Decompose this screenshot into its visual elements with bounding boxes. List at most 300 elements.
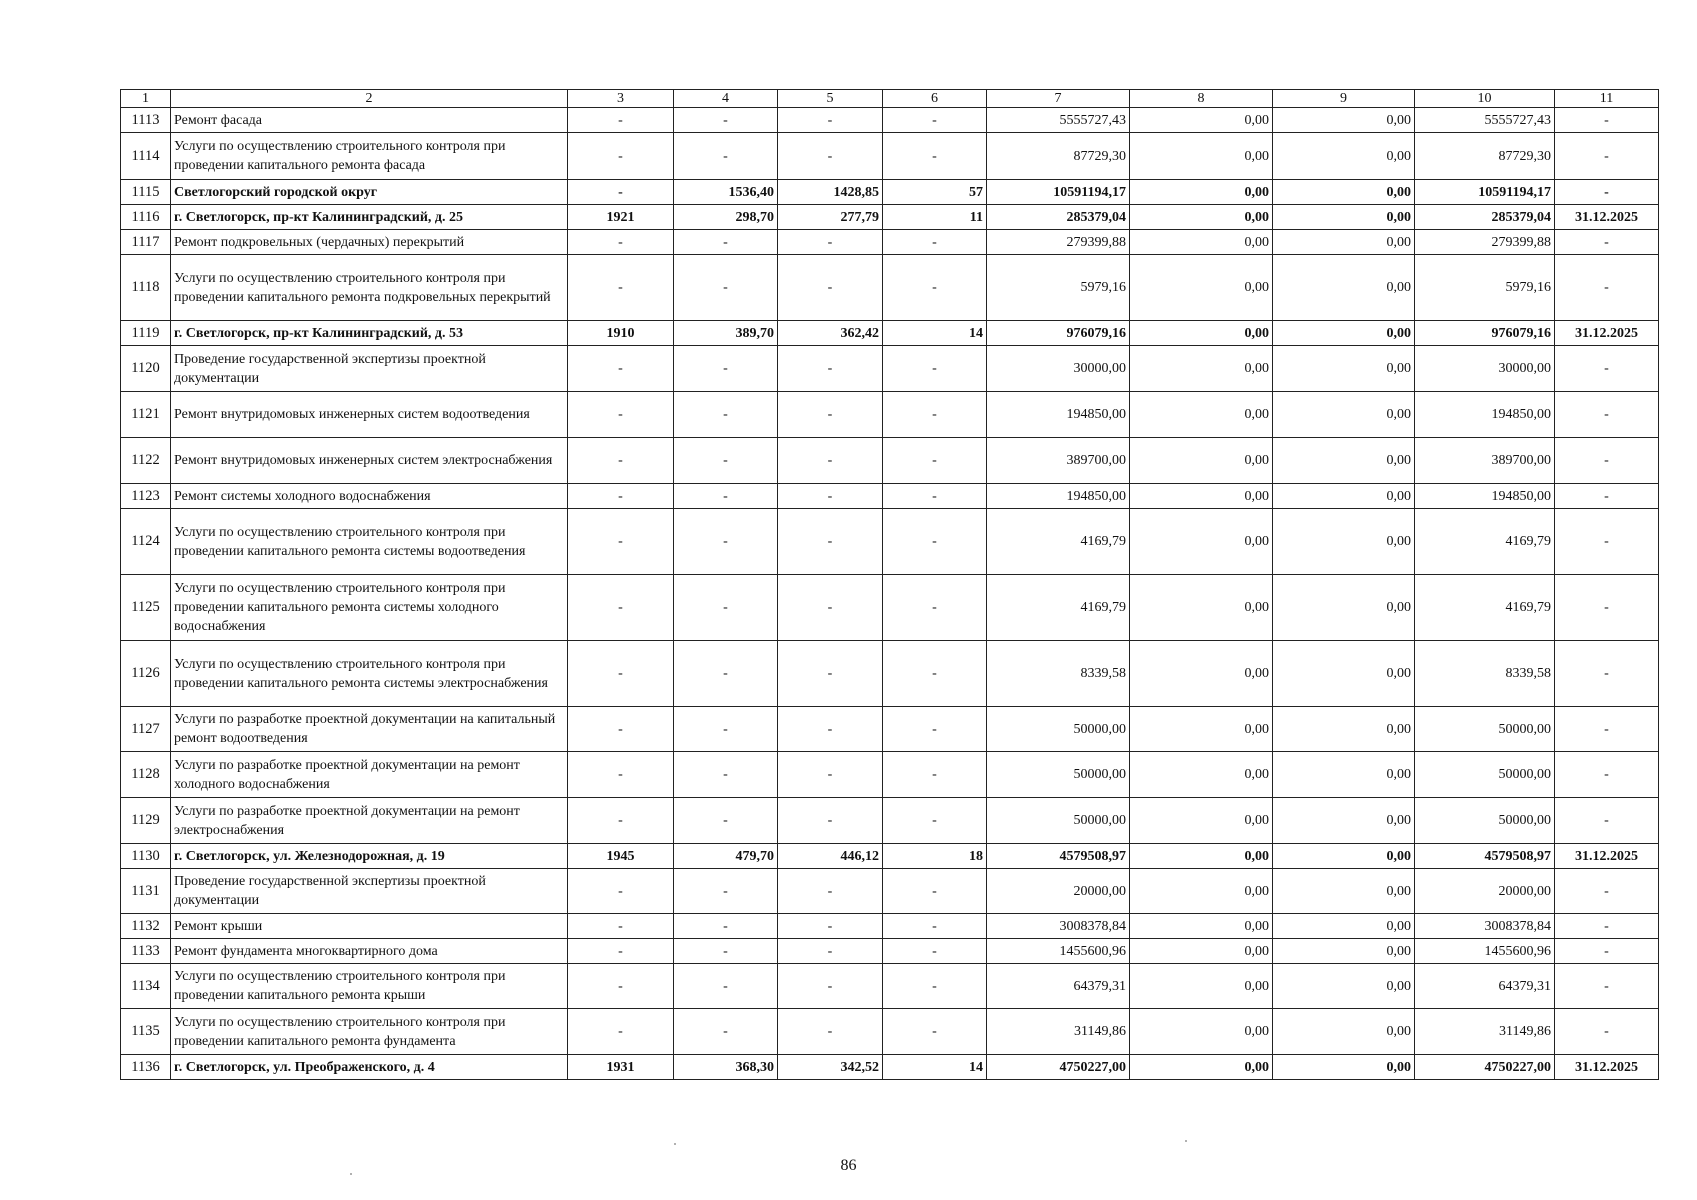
- total-cost-cell: 1455600,96: [987, 939, 1130, 964]
- residents-cell: -: [883, 914, 987, 939]
- col9-cost-cell: 0,00: [1273, 752, 1415, 798]
- area-cell: 1536,40: [674, 180, 778, 205]
- col10-cost-cell: 20000,00: [1415, 869, 1555, 914]
- area-cell: -: [674, 509, 778, 575]
- year-cell: -: [568, 509, 674, 575]
- col9-cost-cell: 0,00: [1273, 939, 1415, 964]
- area-cell: -: [674, 798, 778, 844]
- living-area-cell: -: [778, 914, 883, 939]
- col8-cost-cell: 0,00: [1130, 205, 1273, 230]
- capital-repair-table: [120, 89, 1659, 1080]
- year-cell: -: [568, 133, 674, 180]
- deadline-cell: 31.12.2025: [1555, 1055, 1659, 1080]
- item-description: Светлогорский городской округ: [171, 180, 568, 205]
- deadline-cell: -: [1555, 133, 1659, 180]
- item-description: Услуги по осуществлению строительного контроля при проведении капитального ремонта подкровельных перекрытий: [171, 255, 568, 321]
- residents-cell: -: [883, 108, 987, 133]
- living-area-cell: -: [778, 798, 883, 844]
- table-row: [121, 438, 1659, 484]
- item-description: Проведение государственной экспертизы проектной документации: [171, 346, 568, 392]
- living-area-cell: -: [778, 108, 883, 133]
- total-cost-cell: 50000,00: [987, 798, 1130, 844]
- year-cell: -: [568, 707, 674, 752]
- total-cost-cell: 5555727,43: [987, 108, 1130, 133]
- col10-cost-cell: 64379,31: [1415, 964, 1555, 1009]
- row-index: 1113: [121, 108, 171, 133]
- col10-cost-cell: 31149,86: [1415, 1009, 1555, 1055]
- row-index: 1131: [121, 869, 171, 914]
- area-cell: -: [674, 939, 778, 964]
- total-cost-cell: 50000,00: [987, 752, 1130, 798]
- row-index: 1129: [121, 798, 171, 844]
- item-description: Ремонт внутридомовых инженерных систем водоотведения: [171, 392, 568, 438]
- living-area-cell: -: [778, 346, 883, 392]
- residents-cell: -: [883, 484, 987, 509]
- year-cell: -: [568, 180, 674, 205]
- col10-cost-cell: 5979,16: [1415, 255, 1555, 321]
- col8-cost-cell: 0,00: [1130, 484, 1273, 509]
- total-cost-cell: 194850,00: [987, 484, 1130, 509]
- col8-cost-cell: 0,00: [1130, 438, 1273, 484]
- total-cost-cell: 8339,58: [987, 641, 1130, 707]
- item-description: Услуги по осуществлению строительного контроля при проведении капитального ремонта системы холодного водоснабжения: [171, 575, 568, 641]
- year-cell: -: [568, 752, 674, 798]
- row-index: 1120: [121, 346, 171, 392]
- deadline-cell: -: [1555, 255, 1659, 321]
- total-cost-cell: 279399,88: [987, 230, 1130, 255]
- residents-cell: -: [883, 752, 987, 798]
- item-description: г. Светлогорск, пр-кт Калининградский, д. 53: [171, 321, 568, 346]
- row-index: 1122: [121, 438, 171, 484]
- area-cell: -: [674, 575, 778, 641]
- deadline-cell: -: [1555, 707, 1659, 752]
- row-index: 1133: [121, 939, 171, 964]
- area-cell: -: [674, 392, 778, 438]
- living-area-cell: -: [778, 1009, 883, 1055]
- living-area-cell: -: [778, 964, 883, 1009]
- area-cell: -: [674, 255, 778, 321]
- col8-cost-cell: 0,00: [1130, 964, 1273, 1009]
- col9-cost-cell: 0,00: [1273, 1055, 1415, 1080]
- col9-cost-cell: 0,00: [1273, 844, 1415, 869]
- total-cost-cell: 976079,16: [987, 321, 1130, 346]
- table-row: [121, 914, 1659, 939]
- column-number-header: 10: [1415, 90, 1555, 108]
- col10-cost-cell: 976079,16: [1415, 321, 1555, 346]
- row-index: 1124: [121, 509, 171, 575]
- year-cell: -: [568, 1009, 674, 1055]
- col10-cost-cell: 8339,58: [1415, 641, 1555, 707]
- column-number-header: 1: [121, 90, 171, 108]
- col9-cost-cell: 0,00: [1273, 964, 1415, 1009]
- item-description: Услуги по осуществлению строительного контроля при проведении капитального ремонта фасада: [171, 133, 568, 180]
- residents-cell: -: [883, 509, 987, 575]
- deadline-cell: -: [1555, 914, 1659, 939]
- deadline-cell: -: [1555, 641, 1659, 707]
- col9-cost-cell: 0,00: [1273, 180, 1415, 205]
- living-area-cell: -: [778, 869, 883, 914]
- area-cell: -: [674, 230, 778, 255]
- col8-cost-cell: 0,00: [1130, 575, 1273, 641]
- row-index: 1118: [121, 255, 171, 321]
- item-description: Услуги по осуществлению строительного контроля при проведении капитального ремонта системы электроснабжения: [171, 641, 568, 707]
- residents-cell: 18: [883, 844, 987, 869]
- col8-cost-cell: 0,00: [1130, 939, 1273, 964]
- total-cost-cell: 4750227,00: [987, 1055, 1130, 1080]
- column-number-header: 3: [568, 90, 674, 108]
- col9-cost-cell: 0,00: [1273, 346, 1415, 392]
- deadline-cell: 31.12.2025: [1555, 205, 1659, 230]
- page-number: 86: [840, 1157, 857, 1174]
- item-description: Услуги по разработке проектной документации на ремонт электроснабжения: [171, 798, 568, 844]
- row-index: 1114: [121, 133, 171, 180]
- total-cost-cell: 4579508,97: [987, 844, 1130, 869]
- scan-speck: [674, 1143, 676, 1145]
- residents-cell: 57: [883, 180, 987, 205]
- residents-cell: -: [883, 575, 987, 641]
- year-cell: -: [568, 346, 674, 392]
- residents-cell: -: [883, 438, 987, 484]
- col10-cost-cell: 4579508,97: [1415, 844, 1555, 869]
- item-description: Ремонт системы холодного водоснабжения: [171, 484, 568, 509]
- deadline-cell: -: [1555, 180, 1659, 205]
- row-index: 1128: [121, 752, 171, 798]
- table-row: [121, 869, 1659, 914]
- year-cell: -: [568, 964, 674, 1009]
- year-cell: -: [568, 484, 674, 509]
- residents-cell: 14: [883, 1055, 987, 1080]
- table-row: [121, 205, 1659, 230]
- deadline-cell: 31.12.2025: [1555, 844, 1659, 869]
- row-index: 1125: [121, 575, 171, 641]
- col8-cost-cell: 0,00: [1130, 255, 1273, 321]
- item-description: Ремонт внутридомовых инженерных систем электроснабжения: [171, 438, 568, 484]
- deadline-cell: -: [1555, 392, 1659, 438]
- living-area-cell: 277,79: [778, 205, 883, 230]
- col9-cost-cell: 0,00: [1273, 641, 1415, 707]
- column-number-header: 11: [1555, 90, 1659, 108]
- residents-cell: -: [883, 392, 987, 438]
- year-cell: -: [568, 914, 674, 939]
- year-cell: 1945: [568, 844, 674, 869]
- col8-cost-cell: 0,00: [1130, 321, 1273, 346]
- col10-cost-cell: 3008378,84: [1415, 914, 1555, 939]
- col9-cost-cell: 0,00: [1273, 509, 1415, 575]
- row-index: 1116: [121, 205, 171, 230]
- living-area-cell: 342,52: [778, 1055, 883, 1080]
- residents-cell: -: [883, 641, 987, 707]
- col9-cost-cell: 0,00: [1273, 484, 1415, 509]
- total-cost-cell: 4169,79: [987, 575, 1130, 641]
- col9-cost-cell: 0,00: [1273, 1009, 1415, 1055]
- table-row: [121, 484, 1659, 509]
- col10-cost-cell: 5555727,43: [1415, 108, 1555, 133]
- total-cost-cell: 10591194,17: [987, 180, 1130, 205]
- item-description: г. Светлогорск, пр-кт Калининградский, д. 25: [171, 205, 568, 230]
- col8-cost-cell: 0,00: [1130, 108, 1273, 133]
- year-cell: -: [568, 255, 674, 321]
- column-number-header: 7: [987, 90, 1130, 108]
- item-description: г. Светлогорск, ул. Преображенского, д. 4: [171, 1055, 568, 1080]
- col9-cost-cell: 0,00: [1273, 798, 1415, 844]
- year-cell: -: [568, 939, 674, 964]
- deadline-cell: -: [1555, 509, 1659, 575]
- living-area-cell: -: [778, 392, 883, 438]
- col9-cost-cell: 0,00: [1273, 392, 1415, 438]
- col9-cost-cell: 0,00: [1273, 707, 1415, 752]
- scan-speck: [1185, 1140, 1187, 1142]
- year-cell: -: [568, 392, 674, 438]
- total-cost-cell: 3008378,84: [987, 914, 1130, 939]
- year-cell: -: [568, 230, 674, 255]
- col9-cost-cell: 0,00: [1273, 108, 1415, 133]
- col8-cost-cell: 0,00: [1130, 707, 1273, 752]
- col8-cost-cell: 0,00: [1130, 346, 1273, 392]
- col9-cost-cell: 0,00: [1273, 133, 1415, 180]
- col10-cost-cell: 10591194,17: [1415, 180, 1555, 205]
- living-area-cell: -: [778, 575, 883, 641]
- col9-cost-cell: 0,00: [1273, 914, 1415, 939]
- area-cell: 479,70: [674, 844, 778, 869]
- col8-cost-cell: 0,00: [1130, 752, 1273, 798]
- col8-cost-cell: 0,00: [1130, 180, 1273, 205]
- residents-cell: -: [883, 255, 987, 321]
- row-index: 1130: [121, 844, 171, 869]
- residents-cell: -: [883, 346, 987, 392]
- living-area-cell: 1428,85: [778, 180, 883, 205]
- item-description: Услуги по разработке проектной документации на ремонт холодного водоснабжения: [171, 752, 568, 798]
- year-cell: 1910: [568, 321, 674, 346]
- deadline-cell: -: [1555, 869, 1659, 914]
- col10-cost-cell: 4750227,00: [1415, 1055, 1555, 1080]
- residents-cell: -: [883, 798, 987, 844]
- col9-cost-cell: 0,00: [1273, 321, 1415, 346]
- table-row: [121, 108, 1659, 133]
- year-cell: -: [568, 798, 674, 844]
- area-cell: 298,70: [674, 205, 778, 230]
- item-description: Ремонт подкровельных (чердачных) перекрытий: [171, 230, 568, 255]
- item-description: Услуги по разработке проектной документации на капитальный ремонт водоотведения: [171, 707, 568, 752]
- year-cell: -: [568, 869, 674, 914]
- column-number-header-row: [121, 90, 1659, 108]
- year-cell: -: [568, 108, 674, 133]
- area-cell: -: [674, 914, 778, 939]
- deadline-cell: -: [1555, 798, 1659, 844]
- table-row: [121, 133, 1659, 180]
- living-area-cell: -: [778, 484, 883, 509]
- total-cost-cell: 64379,31: [987, 964, 1130, 1009]
- table-row: [121, 180, 1659, 205]
- row-index: 1127: [121, 707, 171, 752]
- row-index: 1136: [121, 1055, 171, 1080]
- col10-cost-cell: 4169,79: [1415, 509, 1555, 575]
- col10-cost-cell: 194850,00: [1415, 392, 1555, 438]
- total-cost-cell: 50000,00: [987, 707, 1130, 752]
- living-area-cell: -: [778, 133, 883, 180]
- deadline-cell: 31.12.2025: [1555, 321, 1659, 346]
- row-index: 1119: [121, 321, 171, 346]
- total-cost-cell: 31149,86: [987, 1009, 1130, 1055]
- residents-cell: -: [883, 1009, 987, 1055]
- residents-cell: -: [883, 869, 987, 914]
- table-row: [121, 641, 1659, 707]
- item-description: Ремонт фасада: [171, 108, 568, 133]
- year-cell: -: [568, 575, 674, 641]
- column-number-header: 6: [883, 90, 987, 108]
- area-cell: -: [674, 752, 778, 798]
- living-area-cell: -: [778, 939, 883, 964]
- table-row: [121, 707, 1659, 752]
- total-cost-cell: 285379,04: [987, 205, 1130, 230]
- area-cell: -: [674, 964, 778, 1009]
- row-index: 1134: [121, 964, 171, 1009]
- total-cost-cell: 389700,00: [987, 438, 1130, 484]
- item-description: Ремонт крыши: [171, 914, 568, 939]
- table-row: [121, 939, 1659, 964]
- table-row: [121, 321, 1659, 346]
- residents-cell: -: [883, 133, 987, 180]
- area-cell: -: [674, 641, 778, 707]
- item-description: Проведение государственной экспертизы проектной документации: [171, 869, 568, 914]
- table-row: [121, 752, 1659, 798]
- deadline-cell: -: [1555, 230, 1659, 255]
- col10-cost-cell: 279399,88: [1415, 230, 1555, 255]
- table-body: [121, 90, 1659, 1080]
- col9-cost-cell: 0,00: [1273, 205, 1415, 230]
- item-description: Услуги по осуществлению строительного контроля при проведении капитального ремонта системы водоотведения: [171, 509, 568, 575]
- col9-cost-cell: 0,00: [1273, 575, 1415, 641]
- col10-cost-cell: 389700,00: [1415, 438, 1555, 484]
- col10-cost-cell: 87729,30: [1415, 133, 1555, 180]
- col8-cost-cell: 0,00: [1130, 230, 1273, 255]
- residents-cell: 11: [883, 205, 987, 230]
- col10-cost-cell: 50000,00: [1415, 707, 1555, 752]
- deadline-cell: -: [1555, 939, 1659, 964]
- total-cost-cell: 4169,79: [987, 509, 1130, 575]
- col8-cost-cell: 0,00: [1130, 798, 1273, 844]
- living-area-cell: 362,42: [778, 321, 883, 346]
- column-number-header: 4: [674, 90, 778, 108]
- col8-cost-cell: 0,00: [1130, 844, 1273, 869]
- row-index: 1121: [121, 392, 171, 438]
- living-area-cell: -: [778, 641, 883, 707]
- col8-cost-cell: 0,00: [1130, 1009, 1273, 1055]
- deadline-cell: -: [1555, 438, 1659, 484]
- deadline-cell: -: [1555, 346, 1659, 392]
- col9-cost-cell: 0,00: [1273, 230, 1415, 255]
- col8-cost-cell: 0,00: [1130, 869, 1273, 914]
- area-cell: -: [674, 869, 778, 914]
- table-row: [121, 230, 1659, 255]
- table-row: [121, 255, 1659, 321]
- year-cell: -: [568, 438, 674, 484]
- table-row: [121, 844, 1659, 869]
- column-number-header: 8: [1130, 90, 1273, 108]
- col10-cost-cell: 285379,04: [1415, 205, 1555, 230]
- area-cell: -: [674, 108, 778, 133]
- table-row: [121, 964, 1659, 1009]
- total-cost-cell: 194850,00: [987, 392, 1130, 438]
- table-row: [121, 1009, 1659, 1055]
- area-cell: -: [674, 346, 778, 392]
- living-area-cell: -: [778, 230, 883, 255]
- area-cell: 389,70: [674, 321, 778, 346]
- year-cell: 1921: [568, 205, 674, 230]
- row-index: 1132: [121, 914, 171, 939]
- deadline-cell: -: [1555, 752, 1659, 798]
- year-cell: -: [568, 641, 674, 707]
- table-row: [121, 392, 1659, 438]
- table-row: [121, 346, 1659, 392]
- col8-cost-cell: 0,00: [1130, 392, 1273, 438]
- row-index: 1115: [121, 180, 171, 205]
- area-cell: 368,30: [674, 1055, 778, 1080]
- area-cell: -: [674, 1009, 778, 1055]
- col8-cost-cell: 0,00: [1130, 1055, 1273, 1080]
- total-cost-cell: 30000,00: [987, 346, 1130, 392]
- deadline-cell: -: [1555, 1009, 1659, 1055]
- total-cost-cell: 5979,16: [987, 255, 1130, 321]
- column-number-header: 9: [1273, 90, 1415, 108]
- item-description: г. Светлогорск, ул. Железнодорожная, д. 19: [171, 844, 568, 869]
- living-area-cell: -: [778, 707, 883, 752]
- table-row: [121, 1055, 1659, 1080]
- column-number-header: 5: [778, 90, 883, 108]
- scan-speck: [350, 1173, 352, 1175]
- living-area-cell: -: [778, 752, 883, 798]
- col10-cost-cell: 50000,00: [1415, 752, 1555, 798]
- table-row: [121, 509, 1659, 575]
- residents-cell: -: [883, 707, 987, 752]
- col10-cost-cell: 4169,79: [1415, 575, 1555, 641]
- residents-cell: -: [883, 939, 987, 964]
- living-area-cell: -: [778, 438, 883, 484]
- living-area-cell: 446,12: [778, 844, 883, 869]
- row-index: 1123: [121, 484, 171, 509]
- col9-cost-cell: 0,00: [1273, 255, 1415, 321]
- col8-cost-cell: 0,00: [1130, 133, 1273, 180]
- row-index: 1135: [121, 1009, 171, 1055]
- col10-cost-cell: 30000,00: [1415, 346, 1555, 392]
- total-cost-cell: 20000,00: [987, 869, 1130, 914]
- area-cell: -: [674, 438, 778, 484]
- living-area-cell: -: [778, 255, 883, 321]
- deadline-cell: -: [1555, 484, 1659, 509]
- col9-cost-cell: 0,00: [1273, 869, 1415, 914]
- area-cell: -: [674, 484, 778, 509]
- deadline-cell: -: [1555, 964, 1659, 1009]
- residents-cell: -: [883, 230, 987, 255]
- col10-cost-cell: 50000,00: [1415, 798, 1555, 844]
- area-cell: -: [674, 133, 778, 180]
- col8-cost-cell: 0,00: [1130, 641, 1273, 707]
- total-cost-cell: 87729,30: [987, 133, 1130, 180]
- residents-cell: 14: [883, 321, 987, 346]
- year-cell: 1931: [568, 1055, 674, 1080]
- col9-cost-cell: 0,00: [1273, 438, 1415, 484]
- row-index: 1126: [121, 641, 171, 707]
- col10-cost-cell: 194850,00: [1415, 484, 1555, 509]
- item-description: Ремонт фундамента многоквартирного дома: [171, 939, 568, 964]
- item-description: Услуги по осуществлению строительного контроля при проведении капитального ремонта крыши: [171, 964, 568, 1009]
- living-area-cell: -: [778, 509, 883, 575]
- area-cell: -: [674, 707, 778, 752]
- deadline-cell: -: [1555, 575, 1659, 641]
- table-row: [121, 798, 1659, 844]
- col10-cost-cell: 1455600,96: [1415, 939, 1555, 964]
- residents-cell: -: [883, 964, 987, 1009]
- table-row: [121, 575, 1659, 641]
